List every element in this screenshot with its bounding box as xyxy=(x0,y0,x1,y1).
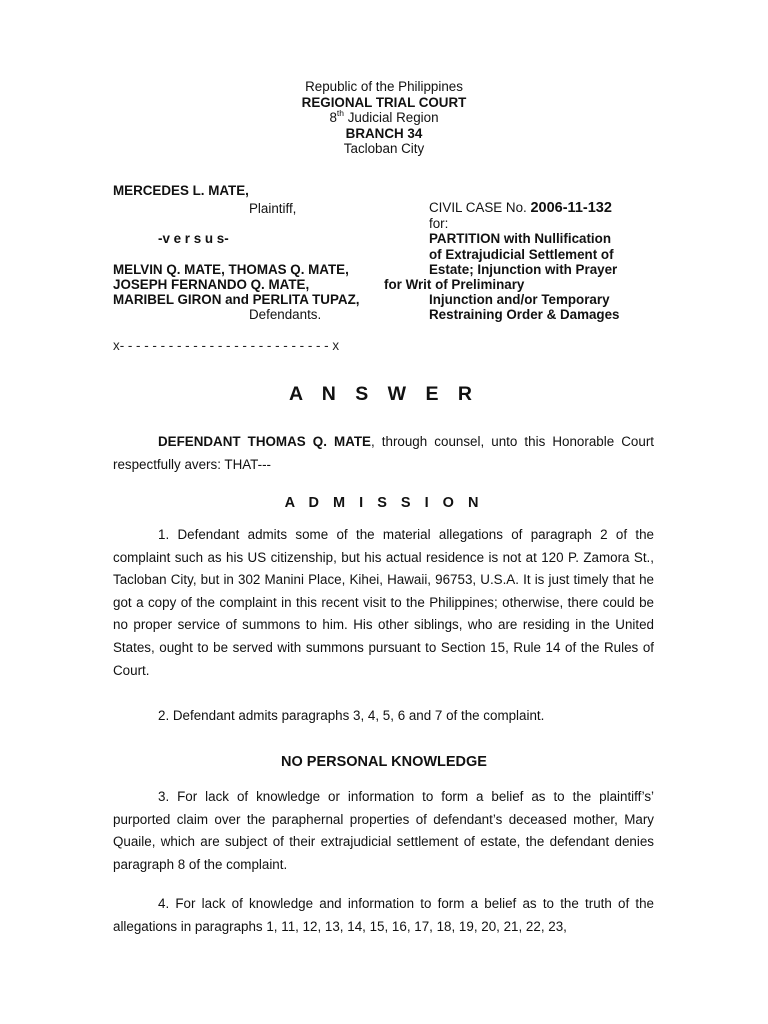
nature-line-4: for Writ of Preliminary xyxy=(384,277,525,292)
case-number: CIVIL CASE No. 2006-11-132 xyxy=(429,200,612,216)
court-name: REGIONAL TRIAL COURT xyxy=(301,94,467,110)
for-label: for: xyxy=(429,216,449,231)
nature-line-3: Estate; Injunction with Prayer xyxy=(429,262,618,277)
intro-paragraph: DEFENDANT THOMAS Q. MATE, through counsel, unto this Honorable Court respectfully avers: THAT--- xyxy=(113,434,654,472)
judicial-region: 8th Judicial Region xyxy=(329,107,439,125)
paragraph-3: 3. For lack of knowledge or information to form a belief as to the plaintiff’s’ purported claim over the paraphernal properties of defendant’s deceased mother, Mary Quaile, which are subject of their extrajudicial settlement of estate, the defendant denies paragraph 8 of the complaint. xyxy=(113,789,654,872)
plaintiff-label: Plaintiff, xyxy=(249,201,297,216)
paragraph-1: 1. Defendant admits some of the material allegations of paragraph 2 of the complaint such as his US citizenship, but his actual residence is not at 120 P. Zamora St., Tacloban City, but in 302 Manini Place, Kihei, Hawaii, 96753, U.S.A. It is just timely that he got a copy of the complaint in this recent visit to the Philippines; otherwise, there could be no proper service of summons to him. His other siblings, who are residing in the United States, ought to be served with summons pursuant to Section 15, Rule 14 of the Rules of Court. xyxy=(113,527,654,678)
defendants-label: Defendants. xyxy=(249,307,322,322)
document-title: A N S W E R xyxy=(288,383,480,405)
versus-line: -v e r s u s- xyxy=(158,231,229,246)
defendants-line-2: JOSEPH FERNANDO Q. MATE, xyxy=(113,277,310,292)
plaintiff-name: MERCEDES L. MATE, xyxy=(113,183,249,198)
defendants-line-1: MELVIN Q. MATE, THOMAS Q. MATE, xyxy=(113,262,349,277)
paragraph-2: 2. Defendant admits paragraphs 3, 4, 5, 6 and 7 of the complaint. xyxy=(158,708,545,723)
republic-line: Republic of the Philippines xyxy=(305,79,463,94)
defendants-line-3: MARIBEL GIRON and PERLITA TUPAZ, xyxy=(113,292,360,307)
caption-separator: x- - - - - - - - - - - - - - - - - - - - - - - - - - x xyxy=(113,338,340,353)
nature-line-1: PARTITION with Nullification xyxy=(429,231,612,246)
nature-line-5: Injunction and/or Temporary xyxy=(429,292,610,307)
defendant-name: DEFENDANT THOMAS Q. MATE xyxy=(158,434,371,449)
admission-heading: A D M I S S I O N xyxy=(284,495,484,511)
nature-line-6: Restraining Order & Damages xyxy=(429,307,620,322)
branch-line: BRANCH 34 xyxy=(345,125,423,141)
city-line: Tacloban City xyxy=(343,141,425,156)
paragraph-4: 4. For lack of knowledge and information to form a belief as to the truth of the allegations in paragraphs 1, 11, 12, 13, 14, 15, 16, 17, 18, 19, 20, 21, 22, 23, xyxy=(113,896,654,934)
no-knowledge-heading: NO PERSONAL KNOWLEDGE xyxy=(281,754,487,770)
nature-line-2: of Extrajudicial Settlement of xyxy=(429,247,614,262)
court-header xyxy=(0,79,768,157)
